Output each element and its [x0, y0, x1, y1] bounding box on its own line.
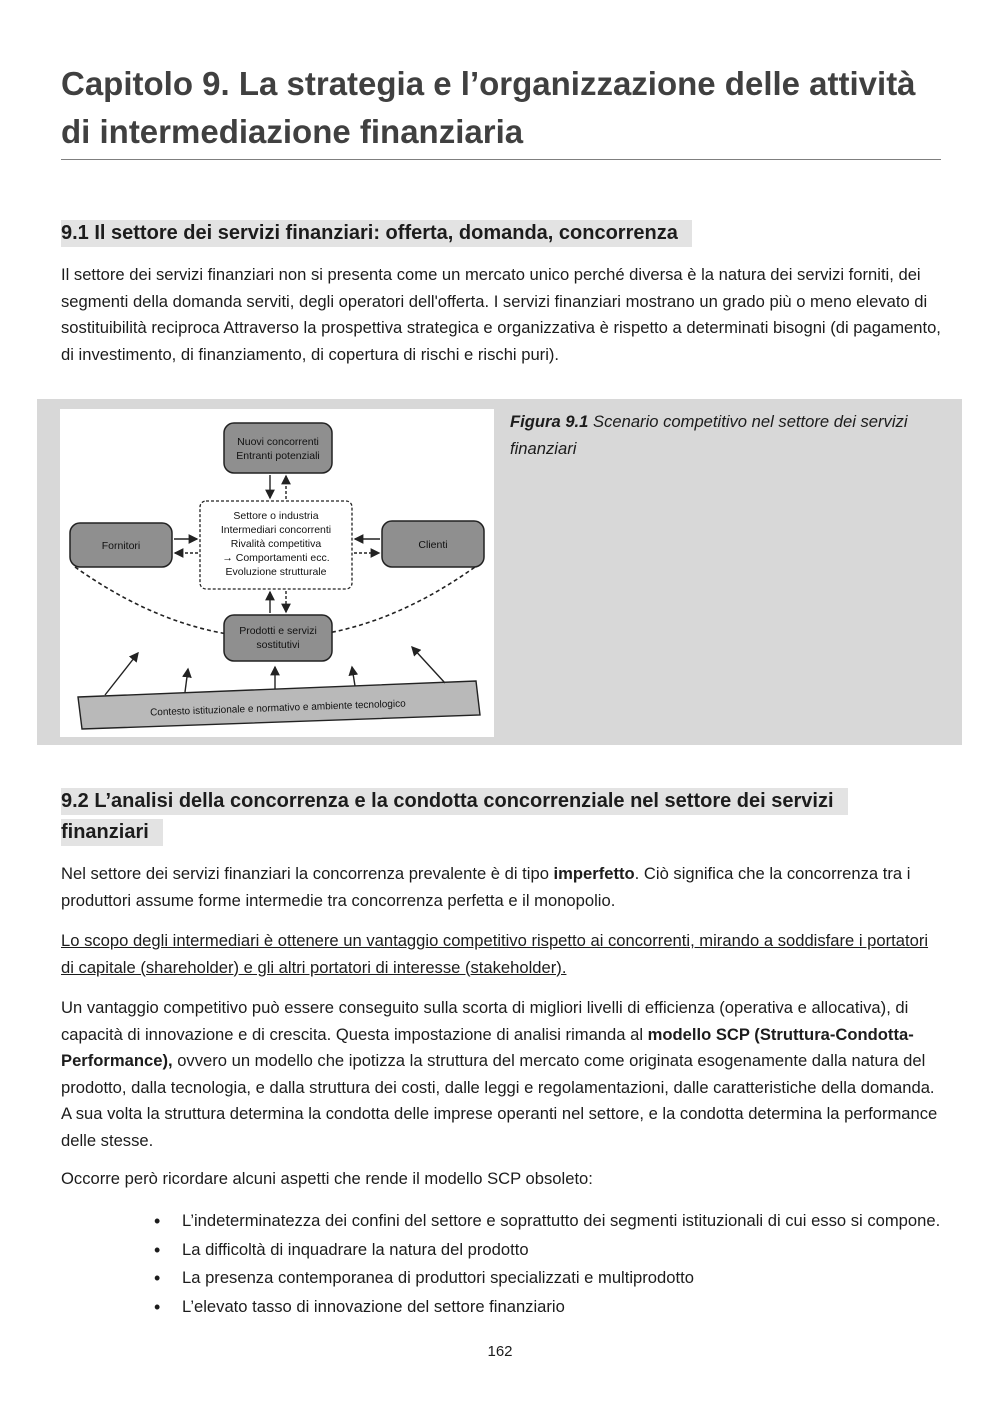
section-heading-9-1: [61, 218, 692, 249]
arrow-base-4: [352, 667, 355, 686]
arrow-base-5: [412, 647, 445, 683]
center-box-line-2: Intermediari concorrenti: [220, 524, 332, 536]
figure-caption: [510, 408, 930, 462]
figure-caption-text: Scenario competitivo nel settore dei servizi finanziari: [510, 412, 908, 458]
center-box-line-4: → Comportamenti ecc.: [222, 552, 330, 564]
paragraph-3-text-a: Un vantaggio competitivo può essere conseguito sulla scorta di migliori livelli di efficienza (operativa e allocativa), di capacità di innovazione e di crescita. Questa impostazione di analisi rimanda al: [61, 998, 909, 1044]
right-box-label: Clienti: [418, 539, 448, 551]
paragraph-3-bold: modello SCP (Struttura-Condotta-Performance),: [61, 1024, 914, 1070]
center-box-line-3: Rivalità competitiva: [230, 538, 322, 550]
bottom-box-line-1: Prodotti e servizi: [239, 625, 317, 637]
list-item: • La difficoltà di inquadrare la natura del prodotto: [182, 1237, 942, 1264]
paragraph-3-text-b: ovvero un modello che ipotizza la struttura del mercato come originata esogenamente dalla natura del prodotto, dalla tecnologia, e dalla struttura dei costi, dalle leggi e regolamentazioni, dalle caratteristiche della domanda. A sua volta la struttura determina la condotta delle imprese operanti nel settore, e la condotta determina la performance delle stesse.: [61, 1051, 938, 1150]
figure-caption-label: Figura 9.1: [510, 412, 589, 431]
section-9-2-paragraph-3: [61, 995, 941, 1154]
section-heading-9-2: [61, 786, 861, 848]
section-9-2-paragraph-1: [61, 861, 941, 914]
section-9-2-paragraph-2: Lo scopo degli intermediari è ottenere un vantaggio competitivo rispetto ai concorrenti, mirando a soddisfare i portatori di capitale (shareholder) e gli altri portatori di interesse (stakeholder).: [61, 931, 929, 977]
top-box-line-2: Entranti potenziali: [236, 450, 320, 462]
left-box-label: Fornitori: [101, 540, 141, 552]
center-box-line-1: Settore o industria: [233, 510, 319, 522]
top-box: [224, 423, 332, 473]
arrow-base-2: [185, 669, 188, 692]
list-item: • L’indeterminatezza dei confini del settore e soprattutto dei segmenti istituzionali di cui esso si compone.: [182, 1208, 942, 1235]
figure-diagram: [60, 409, 494, 737]
list-item: • L’elevato tasso di innovazione del settore finanziario: [182, 1294, 942, 1321]
section-heading-9-1-text: 9.1 Il settore dei servizi finanziari: offerta, domanda, concorrenza: [61, 220, 692, 247]
title-rule: [61, 159, 941, 160]
center-box-line-5: Evoluzione strutturale: [225, 566, 327, 578]
list-item: • La presenza contemporanea di produttori specializzati e multiprodotto: [182, 1265, 942, 1292]
chapter-title: Capitolo 9. La strategia e l’organizzazione delle attività di intermediazione finanziaria: [61, 65, 916, 150]
top-box-line-1: Nuovi concorrenti: [237, 436, 319, 448]
section-heading-9-2-text: 9.2 L’analisi della concorrenza e la condotta concorrenziale nel settore dei servizi finanziari: [61, 788, 848, 846]
paragraph-1-bold: imperfetto: [553, 864, 635, 883]
paragraph-1-text-a: Nel settore dei servizi finanziari la concorrenza prevalente è di tipo: [61, 864, 554, 883]
bullet-list: [182, 1208, 942, 1322]
section-9-2-paragraph-4: Occorre però ricordare alcuni aspetti che rende il modello SCP obsoleto:: [61, 1169, 593, 1188]
diagram-svg: [60, 409, 494, 737]
bottom-box: [224, 615, 332, 661]
base-bar-label: Contesto istituzionale e normativo e ambiente tecnologico: [149, 698, 406, 719]
page-number: 162: [487, 1343, 513, 1360]
paragraph-1-text-b: . Ciò significa che la concorrenza tra i produttori assume forme intermedie tra concorrenza perfetta e il monopolio.: [61, 864, 911, 910]
bottom-box-line-2: sostitutivi: [256, 639, 300, 651]
arrow-base-1: [105, 653, 138, 695]
section-9-1-paragraph: Il settore dei servizi finanziari non si presenta come un mercato unico perché diversa è la natura dei servizi forniti, dei segmenti della domanda serviti, degli operatori dell'offerta. I servizi finanziari mostrano un grado più o meno elevato di sostituibilità reciproca Attraverso la prospettiva strategica e organizzativa è rispetto a determinati bisogni (di pagamento, di investimento, di finanziamento, di copertura di rischi e rischi puri).: [61, 265, 941, 364]
